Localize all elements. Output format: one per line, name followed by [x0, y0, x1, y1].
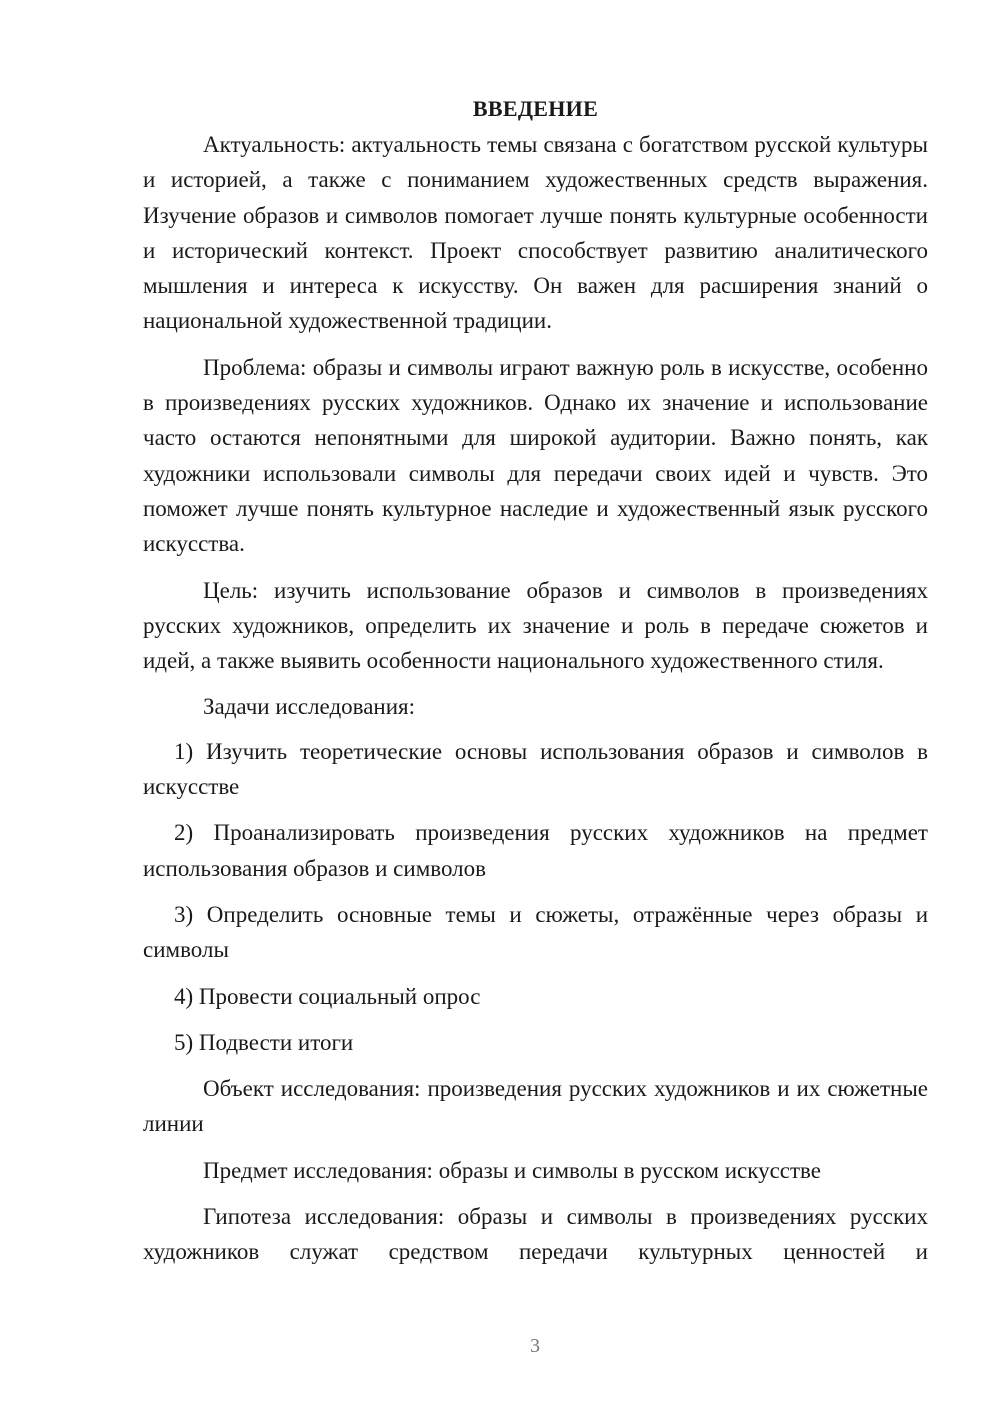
- paragraph-goal: Цель: изучить использование образов и символов в произведениях русских художников, определить их значение и роль в передаче сюжетов и идей, а также выявить особенности национального художественного стиля.: [143, 577, 928, 674]
- task-item-3: 3) Определить основные темы и сюжеты, отражённые через образы и символы: [143, 901, 928, 963]
- task-item-2: 2) Проанализировать произведения русских художников на предмет использования образов и символов: [143, 820, 928, 881]
- tasks-heading: Задачи исследования:: [203, 694, 416, 720]
- task-item-1: 1) Изучить теоретические основы использования образов и символов в искусстве: [143, 738, 928, 800]
- paragraph-research-hypothesis: Гипотеза исследования: образы и символы в произведениях русских художников служат средством передачи культурных ценностей и: [143, 1204, 928, 1265]
- paragraph-problem: Проблема: образы и символы играют важную роль в искусстве, особенно в произведениях русских художников. Однако их значение и использование часто остаются непонятными для широкой аудитории. Важно понять, как художники использовали символы для передачи своих идей и чувств. Это поможет лучше понять культурное наследие и художественный язык русского искусства.: [143, 354, 928, 557]
- paragraph-relevance: Актуальность: актуальность темы связана с богатством русской культуры и историей, а также с пониманием художественных средств выражения. Изучение образов и символов помогает лучше понять культурные особенности и исторический контекст. Проект способствует развитию аналитического мышления и интереса к искусству. Он важен для расширения знаний о национальной художественной традиции.: [143, 132, 928, 334]
- task-item-4: 4) Провести социальный опрос: [174, 983, 481, 1009]
- paragraph-research-object: Объект исследования: произведения русских художников и их сюжетные линии: [143, 1076, 928, 1137]
- paragraph-research-subject: Предмет исследования: образы и символы в русском искусстве: [203, 1157, 821, 1183]
- page-title: ВВЕДЕНИЕ: [472, 96, 599, 121]
- document-body: [143, 94, 928, 1270]
- page-number: 3: [530, 1335, 540, 1357]
- task-item-5: 5) Подвести итоги: [174, 1029, 354, 1055]
